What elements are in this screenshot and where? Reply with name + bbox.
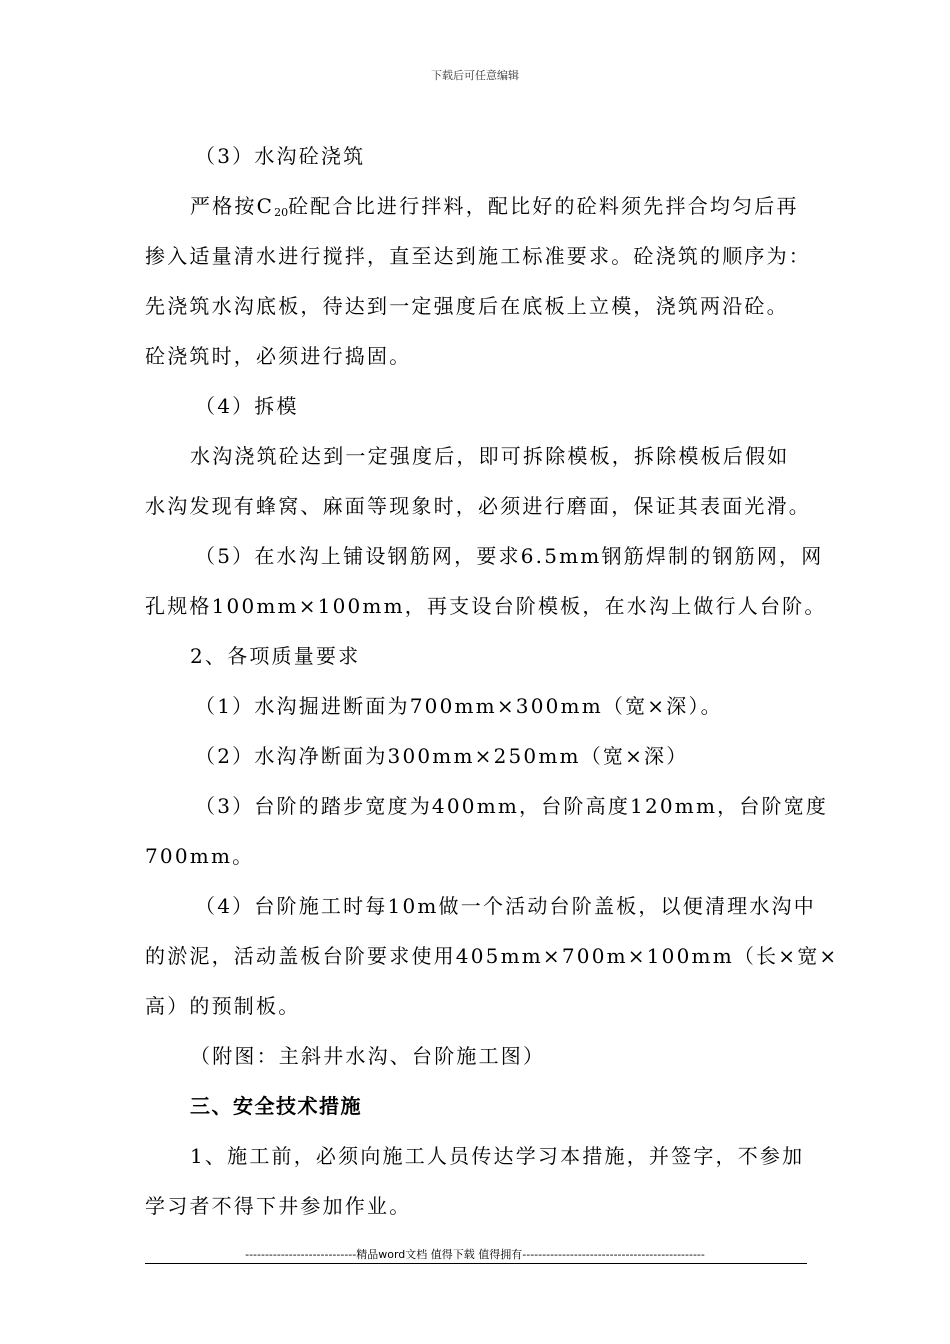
- text-span: 严格按C: [190, 194, 275, 218]
- paragraph-line: 700mm。: [145, 844, 255, 868]
- paragraph-line: 学习者不得下井参加作业。: [145, 1194, 412, 1218]
- paragraph-line: 高）的预制板。: [145, 994, 301, 1018]
- paragraph-line: （3）台阶的踏步宽度为400mm，台阶高度120mm，台阶宽度: [195, 794, 829, 818]
- paragraph-line: 水沟发现有蜂窝、麻面等现象时，必须进行磨面，保证其表面光滑。: [145, 494, 811, 518]
- paragraph-line: 水沟浇筑砼达到一定强度后，即可拆除模板，拆除模板后假如: [190, 444, 790, 468]
- text-span: 砼配合比进行拌料，配比好的砼料须先拌合均匀后再: [288, 194, 799, 218]
- section-heading-3: （3）水沟砼浇筑: [195, 144, 366, 168]
- paragraph-line: 先浇筑水沟底板，待达到一定强度后在底板上立模，浇筑两沿砼。: [145, 294, 789, 318]
- page-footer: ----------------------------精品word文档 值得下载 值得拥有----------------------------------------------: [245, 1248, 705, 1261]
- paragraph-line: （4）台阶施工时每10m做一个活动台阶盖板，以便清理水沟中: [195, 894, 816, 918]
- subscript-20: 20: [274, 206, 289, 219]
- paragraph-line: 的淤泥，活动盖板台阶要求使用405mm×700m×100mm（长×宽×: [145, 944, 839, 968]
- footer-divider: [145, 1263, 807, 1264]
- figure-note: （附图：主斜井水沟、台阶施工图）: [190, 1044, 546, 1068]
- section-heading-safety: 三、安全技术措施: [190, 1094, 362, 1118]
- paragraph-line: （2）水沟净断面为300mm×250mm（宽×深）: [195, 744, 689, 768]
- paragraph-line: [190, 190, 855, 219]
- paragraph-line: 砼浇筑时，必须进行捣固。: [145, 344, 412, 368]
- page-header: 下载后可任意编辑: [431, 69, 519, 82]
- paragraph-line: 1、施工前，必须向施工人员传达学习本措施，并签字，不参加: [190, 1144, 805, 1168]
- paragraph-line: 掺入适量清水进行搅拌，直至达到施工标准要求。砼浇筑的顺序为：: [145, 244, 811, 268]
- section-heading-quality: 2、各项质量要求: [190, 644, 361, 668]
- paragraph-line: 孔规格100mm×100mm，再支设台阶模板，在水沟上做行人台阶。: [145, 594, 827, 618]
- section-heading-4: （4）拆模: [195, 394, 299, 418]
- paragraph-line: （1）水沟掘进断面为700mm×300mm（宽×深）。: [195, 694, 723, 718]
- paragraph-line: （5）在水沟上铺设钢筋网，要求6.5mm钢筋焊制的钢筋网，网: [195, 544, 824, 568]
